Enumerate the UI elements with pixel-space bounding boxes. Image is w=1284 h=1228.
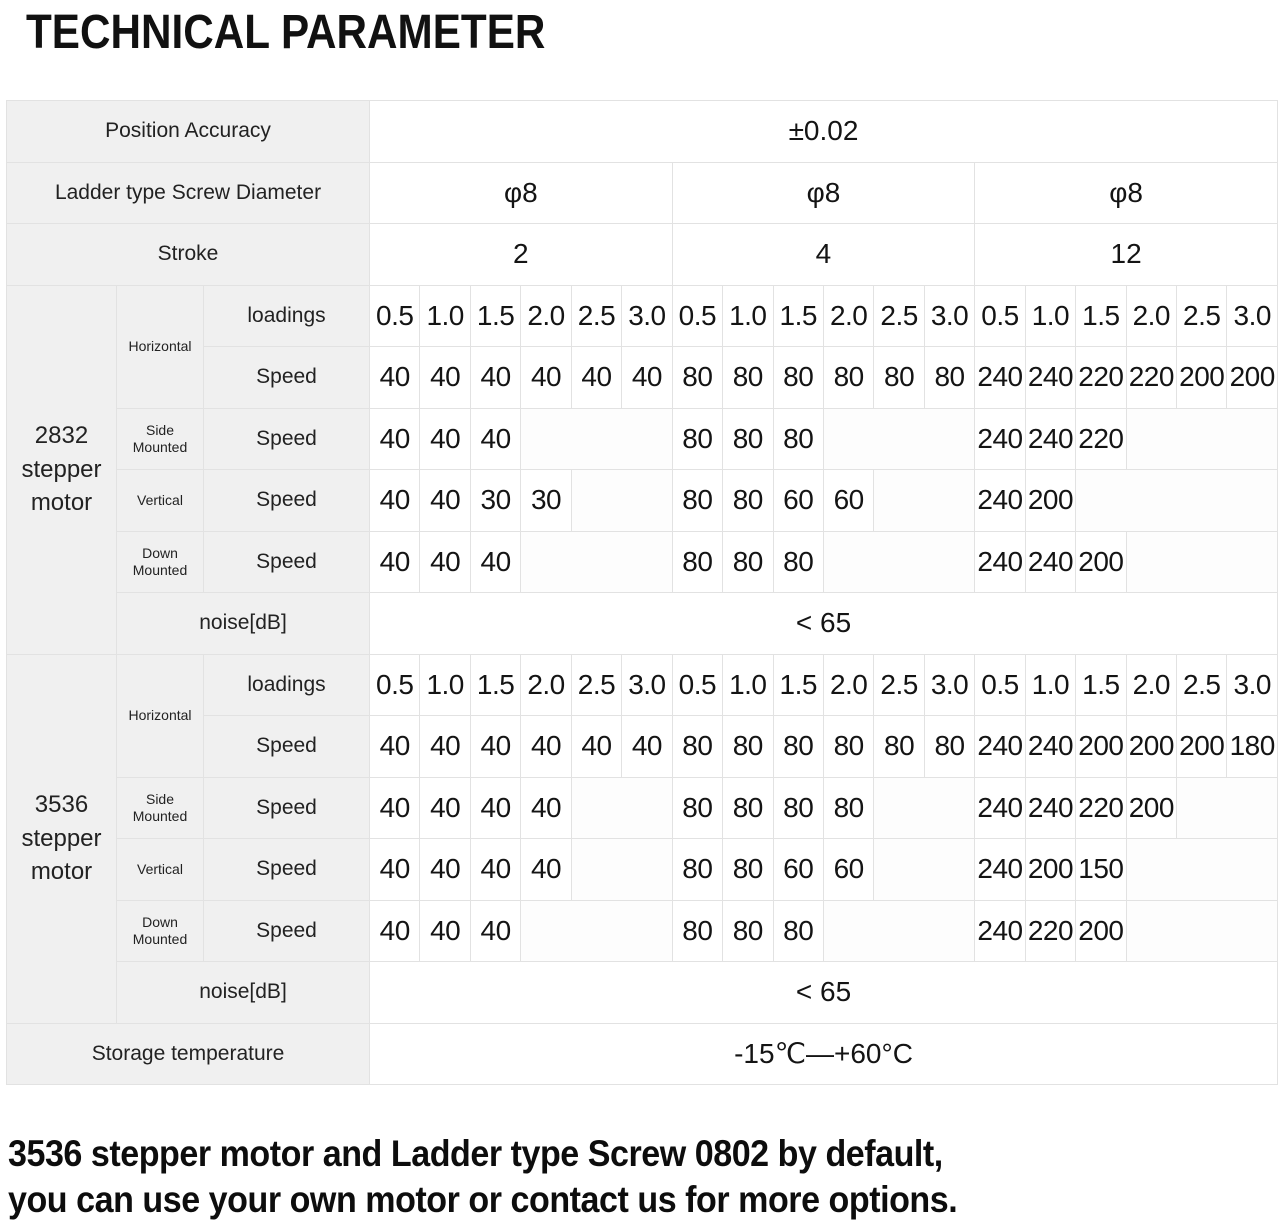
empty-cell: [1076, 470, 1278, 532]
value-cell: 40: [571, 347, 621, 409]
orientation-cell: Horizontal: [117, 285, 204, 408]
value-cell: 240: [1025, 716, 1075, 778]
value-cell: 240: [975, 900, 1025, 962]
value-cell: 80: [874, 347, 924, 409]
value-cell: 40: [622, 347, 672, 409]
value-cell: 0.5: [370, 654, 420, 716]
value-cell: 60: [773, 470, 823, 532]
page-title-text: TECHNICAL PARAMETER: [26, 6, 546, 59]
empty-cell: [823, 408, 974, 470]
value-cell: 200: [1177, 716, 1227, 778]
table-row: [7, 162, 1278, 224]
value-cell: 40: [470, 839, 520, 901]
merged-value-cell: -15℃—+60°C: [370, 1023, 1278, 1085]
value-cell: 3.0: [622, 285, 672, 347]
value-cell: 80: [672, 470, 722, 532]
empty-cell: [874, 839, 975, 901]
value-cell: 80: [924, 347, 974, 409]
value-cell: 40: [420, 839, 470, 901]
merged-value-cell: φ8: [672, 162, 975, 224]
value-cell: 3.0: [1227, 654, 1278, 716]
table-row: [7, 285, 1278, 347]
value-cell: 40: [521, 347, 571, 409]
parameters-table: [6, 100, 1278, 1085]
value-cell: 2.5: [1177, 654, 1227, 716]
value-cell: 40: [470, 900, 520, 962]
merged-value-cell: φ8: [370, 162, 673, 224]
value-cell: 80: [723, 900, 773, 962]
value-cell: 40: [370, 716, 420, 778]
value-cell: 2.5: [1177, 285, 1227, 347]
value-cell: 220: [1076, 777, 1126, 839]
row-label-cell: Stroke: [7, 224, 370, 286]
value-cell: 220: [1126, 347, 1176, 409]
orientation-cell: Side Mounted: [117, 777, 204, 839]
empty-cell: [823, 900, 974, 962]
value-cell: 80: [723, 347, 773, 409]
value-cell: 80: [723, 839, 773, 901]
motor-label-cell: 3536 stepper motor: [7, 654, 117, 1023]
value-cell: 1.0: [420, 285, 470, 347]
value-cell: 200: [1126, 777, 1176, 839]
table-row: [7, 224, 1278, 286]
value-cell: 40: [571, 716, 621, 778]
value-cell: 2.0: [521, 654, 571, 716]
row-label-cell: Speed: [204, 470, 370, 532]
parameters-table-body: [7, 101, 1278, 1085]
value-cell: 80: [924, 716, 974, 778]
value-cell: 60: [823, 839, 873, 901]
value-cell: 40: [370, 408, 420, 470]
footer-line1: 3536 stepper motor and Ladder type Screw 0802 by default,: [8, 1133, 943, 1174]
value-cell: 2.0: [521, 285, 571, 347]
value-cell: 80: [672, 900, 722, 962]
value-cell: 1.0: [723, 285, 773, 347]
value-cell: 40: [370, 470, 420, 532]
value-cell: 200: [1227, 347, 1278, 409]
value-cell: 1.5: [1076, 285, 1126, 347]
table-row: [7, 777, 1278, 839]
orientation-cell: Vertical: [117, 470, 204, 532]
value-cell: 30: [470, 470, 520, 532]
value-cell: 40: [420, 347, 470, 409]
value-cell: 220: [1076, 347, 1126, 409]
row-label-cell: noise[dB]: [117, 593, 370, 655]
table-row: [7, 101, 1278, 163]
value-cell: 220: [1025, 900, 1075, 962]
value-cell: 0.5: [975, 654, 1025, 716]
value-cell: 40: [370, 777, 420, 839]
orientation-cell: Vertical: [117, 839, 204, 901]
value-cell: 1.5: [470, 285, 520, 347]
value-cell: 2.5: [571, 654, 621, 716]
row-label-cell: Storage temperature: [7, 1023, 370, 1085]
row-label-cell: Speed: [204, 777, 370, 839]
value-cell: 80: [773, 716, 823, 778]
value-cell: 1.0: [1025, 654, 1075, 716]
value-cell: 3.0: [924, 654, 974, 716]
table-row: [7, 839, 1278, 901]
footer-note: [8, 1131, 1284, 1223]
value-cell: 40: [470, 531, 520, 593]
table-row: [7, 531, 1278, 593]
value-cell: 1.5: [470, 654, 520, 716]
table-row: [7, 900, 1278, 962]
orientation-cell: Horizontal: [117, 654, 204, 777]
value-cell: 80: [723, 716, 773, 778]
value-cell: 2.0: [1126, 285, 1176, 347]
value-cell: 40: [370, 900, 420, 962]
empty-cell: [1126, 531, 1277, 593]
row-label-cell: Speed: [204, 900, 370, 962]
merged-value-cell: < 65: [370, 962, 1278, 1024]
row-label-cell: Speed: [204, 408, 370, 470]
value-cell: 2.5: [874, 285, 924, 347]
value-cell: 240: [1025, 777, 1075, 839]
value-cell: 1.0: [1025, 285, 1075, 347]
value-cell: 200: [1076, 900, 1126, 962]
value-cell: 240: [1025, 531, 1075, 593]
table-row: [7, 1023, 1278, 1085]
value-cell: 1.0: [420, 654, 470, 716]
orientation-cell: Down Mounted: [117, 531, 204, 593]
value-cell: 80: [723, 470, 773, 532]
value-cell: 40: [470, 716, 520, 778]
value-cell: 40: [370, 839, 420, 901]
merged-value-cell: < 65: [370, 593, 1278, 655]
row-label-cell: Ladder type Screw Diameter: [7, 162, 370, 224]
value-cell: 220: [1076, 408, 1126, 470]
value-cell: 200: [1126, 716, 1176, 778]
value-cell: 200: [1025, 470, 1075, 532]
value-cell: 80: [672, 839, 722, 901]
value-cell: 40: [470, 347, 520, 409]
value-cell: 40: [370, 531, 420, 593]
value-cell: 30: [521, 470, 571, 532]
value-cell: 80: [823, 347, 873, 409]
value-cell: 1.5: [773, 285, 823, 347]
row-label-cell: Speed: [204, 839, 370, 901]
value-cell: 0.5: [672, 285, 722, 347]
page-title: [26, 4, 1284, 62]
value-cell: 150: [1076, 839, 1126, 901]
value-cell: 40: [521, 839, 571, 901]
empty-cell: [823, 531, 974, 593]
value-cell: 80: [723, 408, 773, 470]
value-cell: 40: [470, 408, 520, 470]
value-cell: 80: [773, 408, 823, 470]
value-cell: 200: [1025, 839, 1075, 901]
value-cell: 240: [975, 716, 1025, 778]
table-row: [7, 593, 1278, 655]
empty-cell: [1126, 408, 1277, 470]
merged-value-cell: 2: [370, 224, 673, 286]
value-cell: 40: [622, 716, 672, 778]
value-cell: 1.5: [1076, 654, 1126, 716]
value-cell: 3.0: [924, 285, 974, 347]
value-cell: 240: [1025, 408, 1075, 470]
value-cell: 40: [420, 408, 470, 470]
value-cell: 200: [1177, 347, 1227, 409]
empty-cell: [874, 470, 975, 532]
merged-value-cell: 4: [672, 224, 975, 286]
motor-label-cell: 2832 stepper motor: [7, 285, 117, 654]
row-label-cell: loadings: [204, 654, 370, 716]
value-cell: 2.5: [571, 285, 621, 347]
value-cell: 0.5: [672, 654, 722, 716]
empty-cell: [1126, 839, 1277, 901]
value-cell: 200: [1076, 716, 1126, 778]
value-cell: 40: [420, 531, 470, 593]
value-cell: 2.0: [823, 285, 873, 347]
value-cell: 3.0: [622, 654, 672, 716]
value-cell: 0.5: [370, 285, 420, 347]
row-label-cell: Speed: [204, 531, 370, 593]
row-label-cell: noise[dB]: [117, 962, 370, 1024]
row-label-cell: Position Accuracy: [7, 101, 370, 163]
value-cell: 240: [1025, 347, 1075, 409]
row-label-cell: Speed: [204, 716, 370, 778]
orientation-cell: Down Mounted: [117, 900, 204, 962]
empty-cell: [571, 839, 672, 901]
empty-cell: [874, 777, 975, 839]
value-cell: 240: [975, 531, 1025, 593]
value-cell: 40: [420, 777, 470, 839]
value-cell: 2.0: [823, 654, 873, 716]
table-row: [7, 470, 1278, 532]
value-cell: 240: [975, 347, 1025, 409]
value-cell: 80: [672, 347, 722, 409]
footer-line2: you can use your own motor or contact us for more options.: [8, 1179, 958, 1220]
row-label-cell: loadings: [204, 285, 370, 347]
table-row: [7, 654, 1278, 716]
value-cell: 180: [1227, 716, 1278, 778]
value-cell: 80: [672, 408, 722, 470]
value-cell: 0.5: [975, 285, 1025, 347]
value-cell: 80: [773, 531, 823, 593]
empty-cell: [521, 531, 672, 593]
merged-value-cell: φ8: [975, 162, 1278, 224]
value-cell: 80: [723, 531, 773, 593]
value-cell: 40: [370, 347, 420, 409]
value-cell: 80: [773, 900, 823, 962]
value-cell: 80: [773, 347, 823, 409]
value-cell: 1.5: [773, 654, 823, 716]
value-cell: 80: [823, 716, 873, 778]
value-cell: 240: [975, 839, 1025, 901]
value-cell: 2.0: [1126, 654, 1176, 716]
empty-cell: [1126, 900, 1277, 962]
value-cell: 40: [420, 716, 470, 778]
empty-cell: [1177, 777, 1278, 839]
value-cell: 40: [420, 470, 470, 532]
value-cell: 3.0: [1227, 285, 1278, 347]
value-cell: 80: [723, 777, 773, 839]
empty-cell: [521, 900, 672, 962]
merged-value-cell: ±0.02: [370, 101, 1278, 163]
value-cell: 60: [773, 839, 823, 901]
value-cell: 80: [672, 716, 722, 778]
orientation-cell: Side Mounted: [117, 408, 204, 470]
empty-cell: [521, 408, 672, 470]
value-cell: 60: [823, 470, 873, 532]
value-cell: 40: [470, 777, 520, 839]
value-cell: 80: [773, 777, 823, 839]
table-row: [7, 408, 1278, 470]
value-cell: 40: [521, 716, 571, 778]
value-cell: 240: [975, 777, 1025, 839]
value-cell: 40: [420, 900, 470, 962]
value-cell: 240: [975, 470, 1025, 532]
value-cell: 1.0: [723, 654, 773, 716]
value-cell: 240: [975, 408, 1025, 470]
value-cell: 80: [672, 531, 722, 593]
empty-cell: [571, 470, 672, 532]
value-cell: 40: [521, 777, 571, 839]
value-cell: 2.5: [874, 654, 924, 716]
empty-cell: [571, 777, 672, 839]
merged-value-cell: 12: [975, 224, 1278, 286]
table-row: [7, 962, 1278, 1024]
page: [0, 4, 1284, 1228]
value-cell: 200: [1076, 531, 1126, 593]
row-label-cell: Speed: [204, 347, 370, 409]
value-cell: 80: [823, 777, 873, 839]
value-cell: 80: [874, 716, 924, 778]
value-cell: 80: [672, 777, 722, 839]
